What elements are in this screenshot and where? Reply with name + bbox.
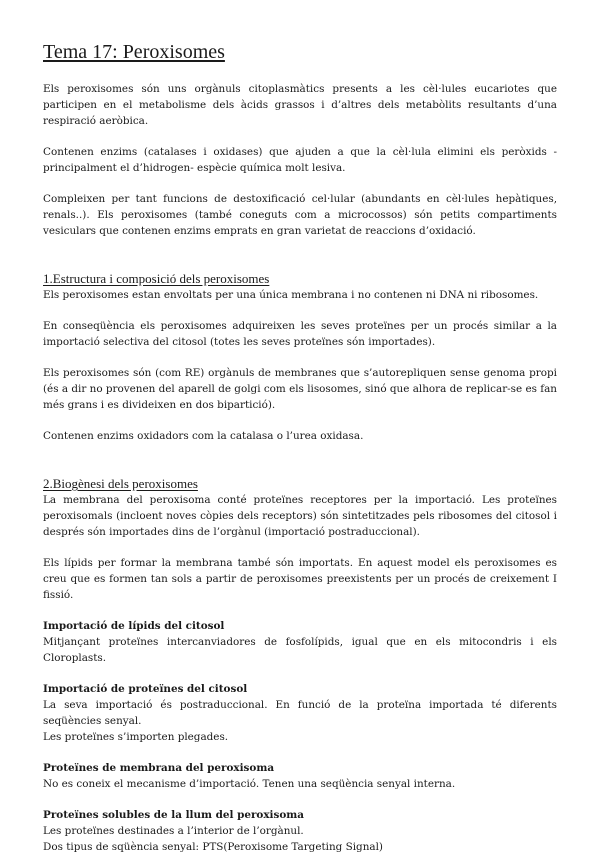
section-paragraph: En conseqüència els peroxisomes adquireixen les seves proteïnes per un procés similar a la importació selectiva del citosol (totes les seves proteïnes són importades).	[43, 320, 557, 348]
subsection-title: Proteïnes de membrana del peroxisoma	[43, 762, 275, 774]
section-title: 1.Estructura i composició dels peroxisomes	[43, 271, 270, 286]
subsection-line: La seva importació és postraduccional. En funció de la proteïna importada té diferents seqüències senyal.	[43, 699, 557, 727]
section-paragraph: Els peroxisomes estan envoltats per una única membrana i no contenen ni DNA ni ribosomes.	[43, 289, 539, 301]
section-paragraph: La membrana del peroxisoma conté proteïnes receptores per la importació. Les proteïnes peroxisomals (incloent noves còpies dels receptors) són sintetitzades pels ribosomes del citosol i després són importades dins de l’orgànul (importació postraduccional).	[43, 494, 557, 538]
subsection-title: Importació de lípids del citosol	[43, 620, 225, 632]
section-title: 2.Biogènesi dels peroxisomes	[43, 476, 198, 491]
subsection-title: Proteïnes solubles de la llum del peroxisoma	[43, 809, 305, 821]
intro-paragraph: Compleixen per tant funcions de destoxificació cel·lular (abundants en cèl·lules hepàtiques, renals..). Els peroxisomes (també coneguts com a microcossos) són petits compartiments vesiculars que contenen enzims emprats en gran varietat de reaccions d’oxidació.	[43, 193, 557, 237]
section-paragraph: Contenen enzims oxidadors com la catalasa o l’urea oxidasa.	[43, 430, 364, 442]
section-paragraph: Els peroxisomes són (com RE) orgànuls de membranes que s’autorepliquen sense genoma propi (és a dir no provenen del aparell de golgi com els lisosomes, sinó que alhora de replicar-se es fan més grans i es divideixen en dos bipartició).	[43, 367, 557, 411]
intro-paragraph: Els peroxisomes són uns orgànuls citoplasmàtics presents a les cèl·lules eucariotes que participen en el metabolisme dels àcids grassos i d’altres dels metabòlits resultants d’una respiració aeròbica.	[43, 83, 557, 127]
subsection-line: Les proteïnes s’importen plegades.	[43, 731, 229, 743]
subsection-line: Dos tipus de sqüència senyal: PTS(Peroxisome Targeting Signal)	[43, 841, 383, 853]
page-title: Tema 17: Peroxisomes	[43, 41, 225, 63]
section-paragraph: Els lípids per formar la membrana també són importats. En aquest model els peroxisomes es creu que es formen tan sols a partir de peroxisomes preexistents per un procés de creixement I fissió.	[43, 557, 557, 601]
document-page	[43, 40, 557, 855]
subsection-title: Importació de proteïnes del citosol	[43, 683, 248, 695]
subsection-line: No es coneix el mecanisme d’importació. Tenen una seqüència senyal interna.	[43, 778, 456, 790]
subsection-line: Mitjançant proteïnes intercanviadores de fosfolípids, igual que en els mitocondris i els Cloroplasts.	[43, 636, 557, 664]
intro-paragraph: Contenen enzims (catalases i oxidases) que ajuden a que la cèl·lula elimini els peròxids -principalment el d’hidrogen- espècie química molt lesiva.	[43, 146, 557, 174]
subsection-line: Les proteïnes destinades a l’interior de l’orgànul.	[43, 825, 304, 837]
